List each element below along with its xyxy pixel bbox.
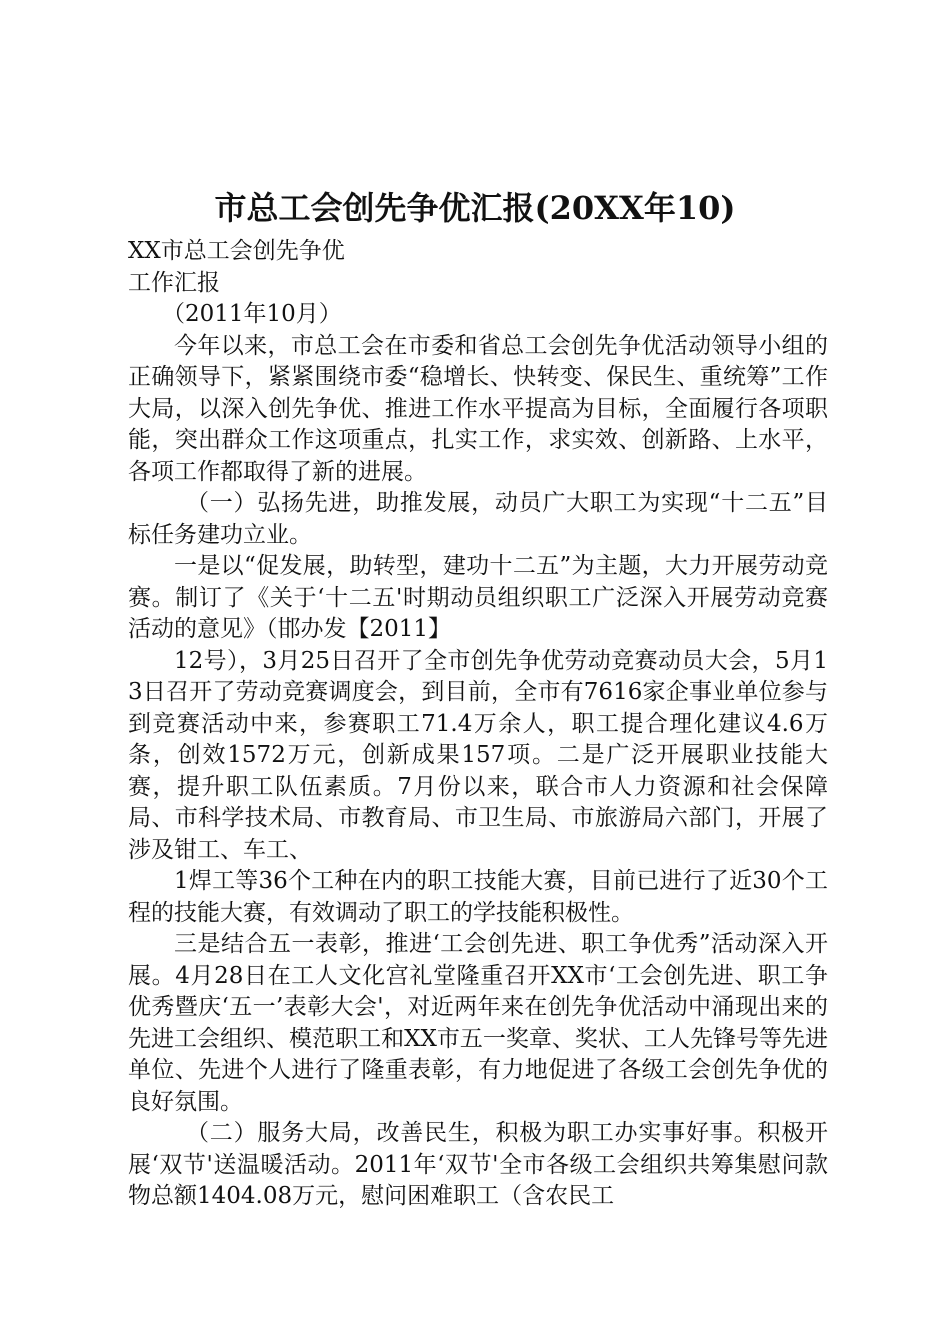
document-title: 市总工会创先争优汇报(20XX年10)	[214, 189, 736, 227]
paragraph-section-one-heading: （一）弘扬先进，助推发展，动员广大职工为实现“十二五”目标任务建功立业。	[128, 490, 828, 548]
paragraph-may-day-awards: 三是结合五一表彰，推进‘工会创先进、职工争优秀”活动深入开展。4月28日在工人文化宫礼堂隆重召开XX市‘工会创先进、职工争优秀暨庆‘五一’表彰大会'，对近两年来在创先争优活动中涌现出来的先进工会组织、模范职工和XX市五一奖章、奖状、工人先锋号等先进单位、先进个人进行了隆重表彰，有力地促进了各级工会创先争优的良好氛围。	[128, 931, 828, 1115]
header-line-report: 工作汇报	[128, 269, 220, 296]
header-line-org: XX市总工会创先争优	[128, 238, 345, 264]
header-line-date: （2011年10月）	[162, 301, 342, 327]
paragraph-labor-competition: 一是以“促发展，助转型，建功十二五”为主题，大力开展劳动竞赛。制订了《关于‘十二五'时期动员组织职工广泛深入开展劳动竞赛活动的意见》（邯办发【2011】	[128, 553, 828, 642]
paragraph-competition-results: 12号），3月25日召开了全市创先争优劳动竞赛动员大会，5月13日召开了劳动竞赛调度会，到目前，全市有7616家企事业单位参与到竞赛活动中来，参赛职工71.4万余人，职工提合理化建议4.6万条，创效1572万元，创新成果157项。二是广泛开展职业技能大赛，提升职工队伍素质。7月份以来，联合市人力资源和社会保障局、市科学技术局、市教育局、市卫生局、市旅游局六部门，开展了涉及钳工、车工、	[128, 647, 828, 863]
paragraph-skills-contest: 1焊工等36个工种在内的职工技能大赛，目前已进行了近30个工程的技能大赛，有效调动了职工的学技能积极性。	[128, 868, 828, 926]
document-body	[128, 236, 828, 1213]
paragraph-section-two: （二）服务大局，改善民生，积极为职工办实事好事。积极开展‘双节'送温暖活动。2011年‘双节'全市各级工会组织共筹集慰问款物总额1404.08万元，慰问困难职工（含农民工	[128, 1120, 828, 1209]
paragraph-intro: 今年以来，市总工会在市委和省总工会创先争优活动领导小组的正确领导下，紧紧围绕市委“稳增长、快转变、保民生、重统筹”工作大局，以深入创先争优、推进工作水平提高为目标，全面履行各项职能，突出群众工作这项重点，扎实工作，求实效、创新路、上水平，各项工作都取得了新的进展。	[128, 332, 828, 485]
